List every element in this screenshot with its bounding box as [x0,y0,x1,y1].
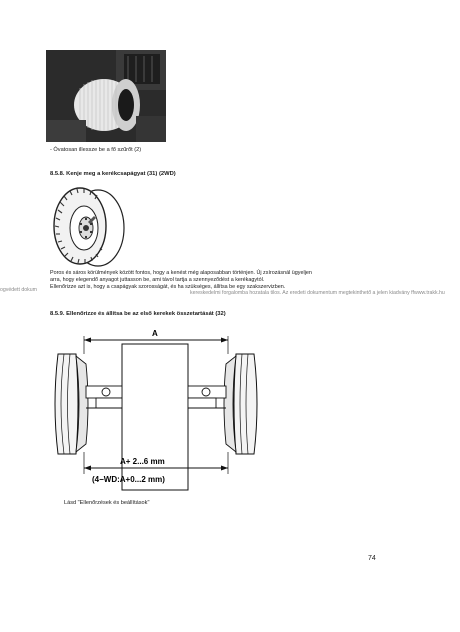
toe-in-formula-4wd: (4−WD:A+0...2 mm) [92,475,165,484]
section-heading-toe-in [50,311,226,317]
bearing-text-line-3: Ellenőrizze azt is, hogy a csapágyak szorosságát, és ha szükséges, állítsa be egy szakszervizben. [50,284,286,290]
wheel-illustration [50,182,130,270]
see-also-reference: Lásd "Ellenőrzések és beállítások" [64,500,150,506]
wheel-figure [50,182,130,275]
air-filter-photo [46,50,166,142]
section-title: Ellenőrizze és állítsa be az első kerekek összetartását (32) [66,311,226,317]
toe-in-illustration [46,324,266,494]
section-number: 8.5.9. [50,311,65,317]
bearing-text-line-1: Poros és sáros körülmények között fontos, hogy a kenést még alaposabban történjen. Új zsírozásnál ügyeljen [50,270,312,276]
toe-in-formula: A+ 2...6 mm [120,457,165,466]
section-number: 8.5.8. [50,171,65,177]
toe-in-diagram [46,324,266,499]
bearing-text-line-2: arra, hogy elegendő anyagot juttasson be, ami távol tartja a szennyeződést a kerékagytól. [50,277,265,283]
section-heading-wheel-bearing [50,171,176,177]
left-wheel [55,354,88,454]
dimension-a-label: A [152,329,158,338]
watermark-right: kereskedelmi forgalomba hozatala tilos. Az eredeti dokumentum megtekinthető a jelen kiadvány ffwww.trakk.hu [190,290,445,296]
photo-caption: - Óvatosan illessze be a fő szűrőt (2) [50,147,142,153]
page-number: 74 [368,555,376,562]
section-title: Kenje meg a kerékcsapágyat (31) (2WD) [66,171,176,177]
air-filter-illustration [46,50,166,142]
right-wheel [224,354,257,454]
watermark-left: ogvédett dokum [0,287,37,293]
